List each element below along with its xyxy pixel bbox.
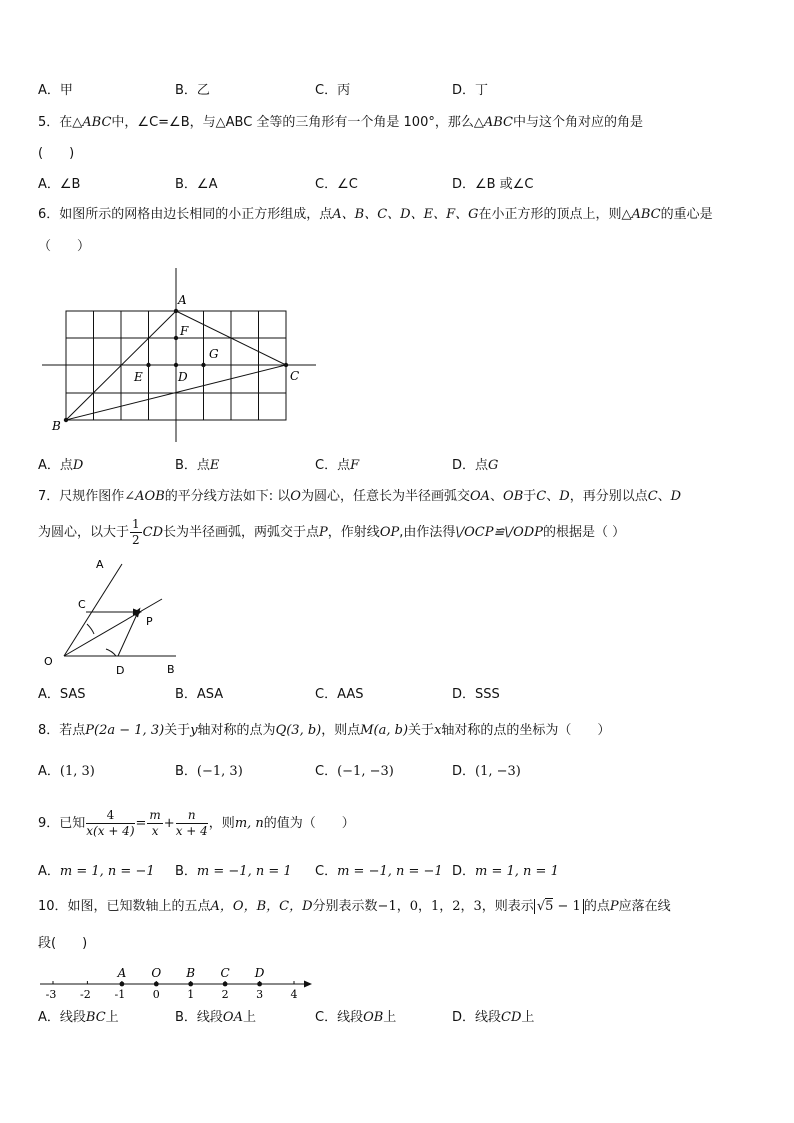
q9-f3-den: x + 4 <box>175 824 208 838</box>
q9-option-c-label: C． <box>315 864 338 879</box>
q7-congruence: \/OCP≌\/ODP <box>455 525 543 540</box>
q5-option-c[interactable]: C．∠C <box>315 177 358 192</box>
q5-text-1: 5．在△ <box>38 115 83 130</box>
point-p <box>136 610 140 614</box>
q7-option-c[interactable]: C．AAS <box>315 687 364 702</box>
q7-o: O <box>290 489 301 504</box>
q7-text-8: 、 <box>657 489 671 504</box>
q7-option-d[interactable]: D．SSS <box>452 687 500 702</box>
q7-stem-line-2 <box>38 516 625 550</box>
q5-abc: ABC <box>82 115 112 130</box>
q8-option-c[interactable] <box>315 763 394 781</box>
q10-option-d-prefix: D．线段 <box>452 1010 502 1025</box>
q10-option-c[interactable] <box>315 1009 396 1027</box>
q6-option-b-var: E <box>209 458 220 473</box>
q5-option-b[interactable]: B．∠A <box>175 177 218 192</box>
q9-option-a-label: A． <box>38 864 60 879</box>
q9-mn: m, n <box>234 816 264 831</box>
q10-option-d-suffix: 上 <box>521 1010 535 1025</box>
point-c <box>223 982 228 987</box>
q6-option-b[interactable] <box>175 457 219 475</box>
q8-option-d-label: D． <box>452 764 476 779</box>
q5-abc-2: ABC <box>483 115 513 130</box>
q8-option-b[interactable] <box>175 763 243 781</box>
q10-abs-expr: √5 − 1 <box>534 899 584 914</box>
q9-f1-den: x(x + 4) <box>86 824 135 838</box>
q10-option-a-prefix: A．线段 <box>38 1010 86 1025</box>
tick-label: 4 <box>290 988 298 1001</box>
point-label-b: B <box>186 966 196 980</box>
point-d <box>257 982 262 987</box>
q5-paren: ( ) <box>38 146 75 161</box>
q8-p-expr: P(2a − 1, 3) <box>85 723 165 738</box>
q9-option-b-label: B． <box>175 864 197 879</box>
q8-text-3: 轴对称的点为 <box>197 723 276 738</box>
q7-c: C <box>536 489 547 504</box>
q10-option-c-prefix: C．线段 <box>315 1010 364 1025</box>
q4-option-a[interactable]: A．甲 <box>38 83 73 98</box>
q6-option-b-prefix: B．点 <box>175 458 210 473</box>
tick-label: 0 <box>152 988 160 1001</box>
q10-sqrt-radicand: 5 <box>545 899 554 914</box>
q10-text-2: 分别表示数 <box>312 899 378 914</box>
q8-option-d[interactable] <box>452 763 521 781</box>
q6-paren: （ ） <box>38 239 91 254</box>
q9-f2-num: m <box>149 808 161 822</box>
q7-fraction-half <box>130 517 142 548</box>
tick-label: 3 <box>256 988 264 1001</box>
q7-d: D <box>559 489 570 504</box>
q9-fraction-1 <box>86 808 134 839</box>
q7-stem-line-1 <box>38 488 681 506</box>
q8-option-a-label: A． <box>38 764 60 779</box>
q7-text-3: 为圆心，任意长为半径画弧交 <box>300 489 470 504</box>
tick-label: -2 <box>80 988 91 1001</box>
q5-text-2: 中，∠C=∠B，与△ABC 全等的三角形有一个角是 100°，那么△ <box>111 115 484 130</box>
q10-points: A，O，B，C，D <box>210 899 313 914</box>
q9-option-b-value: m = −1, n = 1 <box>196 864 292 879</box>
point-o <box>154 982 159 987</box>
q7-text-6: 、 <box>546 489 560 504</box>
q7-text-11: ，作射线 <box>327 525 380 540</box>
label-p: P <box>146 615 153 628</box>
q9-fraction-2 <box>147 808 162 839</box>
q9-option-c-value: m = −1, n = −1 <box>337 864 443 879</box>
point-d <box>174 363 178 367</box>
q7-c-2: C <box>647 489 658 504</box>
q7-text-12: ,由作法得 <box>399 525 456 540</box>
q10-p: P <box>609 899 619 914</box>
label-b: B <box>167 663 175 676</box>
q6-option-c-prefix: C．点 <box>315 458 351 473</box>
point-label-c: C <box>220 966 230 980</box>
q7-op: OP <box>379 525 400 540</box>
arc-c <box>87 624 94 634</box>
label-c: C <box>290 369 300 383</box>
q7-ob: OB <box>503 489 524 504</box>
q8-text-6: 轴对称的点的坐标为（ ） <box>441 723 611 738</box>
q8-option-c-value: (−1, −3) <box>337 764 394 779</box>
q6-option-a-var: D <box>72 458 84 473</box>
q7-text-7: ，再分别以点 <box>569 489 648 504</box>
q10-text-4: 的点 <box>583 899 610 914</box>
q10-number-line <box>36 966 326 1002</box>
q10-option-b-prefix: B．线段 <box>175 1010 223 1025</box>
label-d: D <box>178 370 188 384</box>
q7-text-9: 为圆心，以大于 <box>38 525 130 540</box>
q10-minus-one: − 1 <box>553 899 581 914</box>
q8-text-4: ，则点 <box>321 723 361 738</box>
label-d: D <box>116 664 125 677</box>
q5-stem <box>38 114 643 132</box>
q9-eq: = <box>135 816 147 831</box>
q9-text-2: ，则 <box>208 816 235 831</box>
q8-text-2: 关于 <box>164 723 191 738</box>
q8-option-a[interactable] <box>38 763 95 781</box>
q9-stem <box>38 800 355 848</box>
q10-numbers: −1，0，1，2，3 <box>377 899 482 914</box>
q8-option-b-label: B． <box>175 764 197 779</box>
q8-option-c-label: C． <box>315 764 338 779</box>
point-label-a: A <box>117 966 127 980</box>
q9-option-d-label: D． <box>452 864 476 879</box>
tick-label: -1 <box>114 988 126 1001</box>
label-o: O <box>44 655 53 668</box>
point-label-o: O <box>151 966 162 980</box>
q8-x: x <box>434 723 442 738</box>
q6-option-a[interactable] <box>38 457 83 475</box>
q6-option-a-prefix: A．点 <box>38 458 73 473</box>
q8-q-expr: Q(3, b) <box>275 723 322 738</box>
q10-option-d-var: CD <box>501 1010 522 1025</box>
q6-option-c-var: F <box>350 458 360 473</box>
point-g <box>201 363 205 367</box>
q6-option-d[interactable] <box>452 457 498 475</box>
q7-text-4: 、 <box>490 489 504 504</box>
q9-f3-num: n <box>176 808 208 824</box>
q10-text-5: 应落在线 <box>618 899 671 914</box>
q7-cd: CD <box>142 525 164 540</box>
q10-option-c-suffix: 上 <box>383 1010 397 1025</box>
q7-d-2: D <box>670 489 682 504</box>
q6-stem <box>38 206 713 224</box>
q7-frac-num: 1 <box>132 517 140 531</box>
label-b: B <box>52 419 61 433</box>
label-a: A <box>178 293 187 307</box>
q9-option-d-value: m = 1, n = 1 <box>475 864 559 879</box>
q6-abc: ABC <box>631 207 661 222</box>
q8-option-b-value: (−1, 3) <box>196 764 243 779</box>
q7-option-a[interactable]: A．SAS <box>38 687 86 702</box>
point-b <box>64 418 68 422</box>
q10-option-d[interactable] <box>452 1009 534 1027</box>
q5-option-a[interactable]: A．∠B <box>38 177 81 192</box>
q7-text-10: 长为半径画弧，两弧交于点 <box>163 525 320 540</box>
point-a <box>120 982 125 987</box>
q8-option-d-value: (1, −3) <box>475 764 521 779</box>
q9-option-a-value: m = 1, n = −1 <box>59 864 155 879</box>
q6-text-1: 6．如图所示的网格由边长相同的小正方形组成，点 <box>38 207 333 222</box>
q10-option-b[interactable] <box>175 1009 256 1027</box>
point-e <box>146 363 150 367</box>
q7-aob: ∠AOB <box>124 489 165 504</box>
point-b <box>188 982 193 987</box>
tick-label: 2 <box>221 988 229 1001</box>
q9-fraction-3 <box>176 808 208 839</box>
q10-stem-line-1 <box>38 898 671 916</box>
q10-option-a[interactable] <box>38 1009 119 1027</box>
label-g: G <box>209 347 219 361</box>
q9-text-3: 的值为（ ） <box>263 816 355 831</box>
tick-label: -3 <box>45 988 57 1001</box>
q5-option-d[interactable]: D．∠B 或∠C <box>452 177 534 192</box>
q10-stem-line-2: 段( ) <box>38 936 88 951</box>
q9-option-b[interactable] <box>175 863 292 881</box>
arc-d <box>106 649 116 656</box>
q7-text-1: 7．尺规作图作 <box>38 489 125 504</box>
q9-option-c[interactable] <box>315 863 443 881</box>
q10-option-a-suffix: 上 <box>105 1010 119 1025</box>
q6-text-3: 的重心是 <box>660 207 713 222</box>
point-label-d: D <box>254 966 265 980</box>
q7-oa: OA <box>469 489 491 504</box>
q8-option-a-value: (1, 3) <box>59 764 95 779</box>
q4-option-b[interactable]: B．乙 <box>175 83 210 98</box>
axis-arrow <box>304 981 312 988</box>
q10-option-b-suffix: 上 <box>242 1010 256 1025</box>
q5-text-3: 中与这个角对应的角是 <box>513 115 644 130</box>
q8-y: y <box>190 723 198 738</box>
ray-oa <box>64 564 122 656</box>
q7-text-5: 于 <box>523 489 537 504</box>
point-f <box>174 336 178 340</box>
q9-f1-num: 4 <box>86 808 134 824</box>
q6-option-c[interactable] <box>315 457 359 475</box>
q9-plus: + <box>163 816 175 831</box>
q7-text-13: 的根据是（ ） <box>542 525 626 540</box>
q4-option-d[interactable]: D．丁 <box>452 83 489 98</box>
q10-text-1: 10．如图，已知数轴上的五点 <box>38 899 211 914</box>
q8-m-expr: M(a, b) <box>360 723 409 738</box>
label-e: E <box>134 370 143 384</box>
q7-p: P <box>319 525 328 540</box>
q7-frac-den: 2 <box>132 533 140 547</box>
tick-label: 1 <box>187 988 195 1001</box>
q6-text-2: 在小正方形的顶点上，则△ <box>478 207 632 222</box>
q6-grid-figure <box>36 262 326 448</box>
q6-points: A、B、C、D、E、F、G <box>332 207 479 222</box>
point-c <box>284 363 288 367</box>
point-a <box>174 309 178 313</box>
q8-text-5: 关于 <box>408 723 435 738</box>
q9-option-d[interactable] <box>452 863 559 881</box>
q7-bisector-figure <box>36 555 196 680</box>
q6-option-d-prefix: D．点 <box>452 458 489 473</box>
q6-option-d-var: G <box>488 458 499 473</box>
q10-text-3: ，则表示 <box>481 899 534 914</box>
q7-text-2: 的平分线方法如下: 以 <box>164 489 291 504</box>
q10-option-b-var: OA <box>222 1010 243 1025</box>
q8-stem <box>38 722 610 740</box>
label-c: C <box>78 598 86 611</box>
q7-option-b[interactable]: B．ASA <box>175 687 224 702</box>
q4-option-c[interactable]: C．丙 <box>315 83 351 98</box>
q9-option-a[interactable] <box>38 863 155 881</box>
q9-text-1: 9．已知 <box>38 816 86 831</box>
label-a: A <box>96 558 104 571</box>
q8-text-1: 8．若点 <box>38 723 86 738</box>
label-f: F <box>180 324 189 338</box>
q10-option-a-var: BC <box>85 1010 106 1025</box>
q10-option-c-var: OB <box>363 1010 384 1025</box>
q9-f2-den: x <box>151 824 159 838</box>
